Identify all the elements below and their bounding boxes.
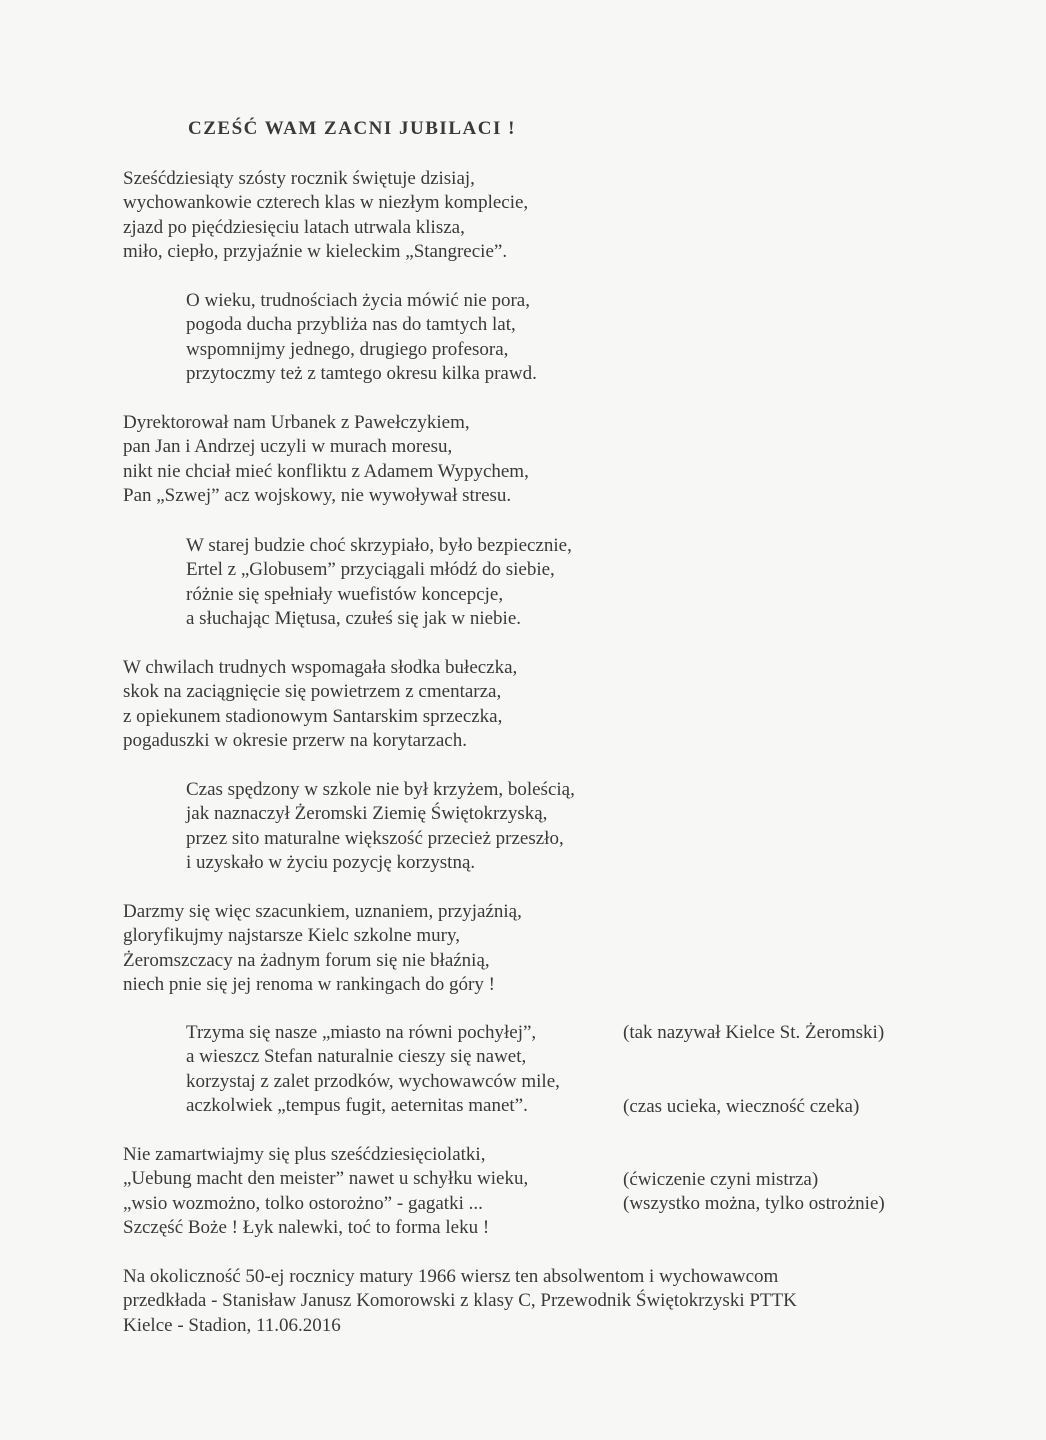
translation-note: (tak nazywał Kielce St. Żeromski): [623, 1022, 885, 1043]
poem-line: wspomnijmy jednego, drugiego profesora,: [186, 338, 509, 360]
poem-line: korzystaj z zalet przodków, wychowawców mile,: [186, 1070, 560, 1092]
poem-line: O wieku, trudnościach życia mówić nie pora,: [186, 290, 530, 311]
poem-line: pan Jan i Andrzej uczyli w murach moresu,: [123, 436, 453, 458]
poem-line: a słuchając Miętusa, czułeś się jak w niebie.: [186, 608, 522, 630]
stanza-8: [186, 1021, 560, 1119]
poem-line: W chwilach trudnych wspomagała słodka bułeczka,: [123, 657, 518, 678]
stanza-5: [123, 656, 517, 754]
poem-line: z opiekunem stadionowym Santarskim sprzeczka,: [123, 705, 503, 727]
poem-line: nikt nie chciał mieć konfliktu z Adamem Wypychem,: [123, 460, 529, 482]
poem-line: Sześćdziesiąty szósty rocznik świętuje dzisiaj,: [123, 168, 475, 189]
stanza-7: [123, 900, 522, 998]
poem-line: Pan „Szwej” acz wojskowy, nie wywoływał stresu.: [123, 485, 512, 507]
poem-line: pogoda ducha przybliża nas do tamtych lat,: [186, 314, 516, 336]
footer-line: Kielce - Stadion, 11.06.2016: [123, 1314, 341, 1336]
poem-line: jak naznaczył Żeromski Ziemię Świętokrzyską,: [186, 803, 548, 825]
poem-line: zjazd po pięćdziesięciu latach utrwala klisza,: [123, 216, 465, 238]
poem-line: miło, ciepło, przyjaźnie w kieleckim „Stangrecie”.: [123, 241, 508, 263]
stanza-2: [186, 289, 537, 387]
poem-line: aczkolwiek „tempus fugit, aeternitas manet”.: [186, 1095, 528, 1117]
footer-line: przedkłada - Stanisław Janusz Komorowski z klasy C, Przewodnik Świętokrzyski PTTK: [123, 1290, 797, 1312]
poem-line: Trzyma się nasze „miasto na równi pochyłej”,: [186, 1022, 537, 1043]
poem-line: przytoczmy też z tamtego okresu kilka prawd.: [186, 363, 537, 385]
poem-line: Ertel z „Globusem” przyciągali młódź do siebie,: [186, 559, 555, 581]
poem-line: wychowankowie czterech klas w niezłym komplecie,: [123, 192, 529, 214]
poem-line: a wieszcz Stefan naturalnie cieszy się nawet,: [186, 1046, 527, 1068]
stanza-1: [123, 167, 528, 265]
poem-line: Darzmy się więc szacunkiem, uznaniem, przyjaźnią,: [123, 901, 522, 922]
poem-line: gloryfikujmy najstarsze Kielc szkolne mury,: [123, 925, 460, 947]
poem-line: przez sito maturalne większość przecież przeszło,: [186, 827, 564, 849]
poem-line: różnie się spełniały wuefistów koncepcje,: [186, 583, 504, 605]
poem-line: „wsio wozmożno, tolko ostorożno” - gagatki ...: [123, 1192, 483, 1214]
poem-line: pogaduszki w okresie przerw na korytarzach.: [123, 730, 467, 752]
poem-line: i uzyskało w życiu pozycję korzystną.: [186, 852, 476, 874]
poem-line: Szczęść Boże ! Łyk nalewki, toć to forma leku !: [123, 1217, 490, 1239]
poem-line: W starej budzie choć skrzypiało, było bezpiecznie,: [186, 535, 572, 556]
poem-line: Czas spędzony w szkole nie był krzyżem, boleścią,: [186, 779, 575, 800]
stanza-6: [186, 778, 575, 876]
translation-note: (wszystko można, tylko ostrożnie): [623, 1193, 885, 1214]
poem-line: niech pnie się jej renoma w rankingach do góry !: [123, 974, 495, 996]
poem-line: skok na zaciągnięcie się powietrzem z cmentarza,: [123, 681, 502, 703]
dedication-footer: [123, 1265, 797, 1338]
poem-line: Żeromszczacy na żadnym forum się nie błaźnią,: [123, 949, 490, 971]
poem-line: Dyrektorował nam Urbanek z Pawełczykiem,: [123, 412, 470, 433]
poem-line: „Uebung macht den meister” nawet u schyłku wieku,: [123, 1168, 529, 1190]
translation-note: (czas ucieka, wieczność czeka): [623, 1096, 860, 1117]
stanza-4: [186, 534, 572, 632]
stanza-9: [123, 1143, 528, 1241]
footer-line: Na okoliczność 50-ej rocznicy matury 1966 wiersz ten absolwentom i wychowawcom: [123, 1266, 779, 1287]
translation-note: (ćwiczenie czyni mistrza): [623, 1169, 819, 1190]
poem-title: CZEŚĆ WAM ZACNI JUBILACI !: [188, 118, 516, 139]
poem-line: Nie zamartwiajmy się plus sześćdziesięciolatki,: [123, 1144, 486, 1165]
stanza-3: [123, 411, 529, 509]
